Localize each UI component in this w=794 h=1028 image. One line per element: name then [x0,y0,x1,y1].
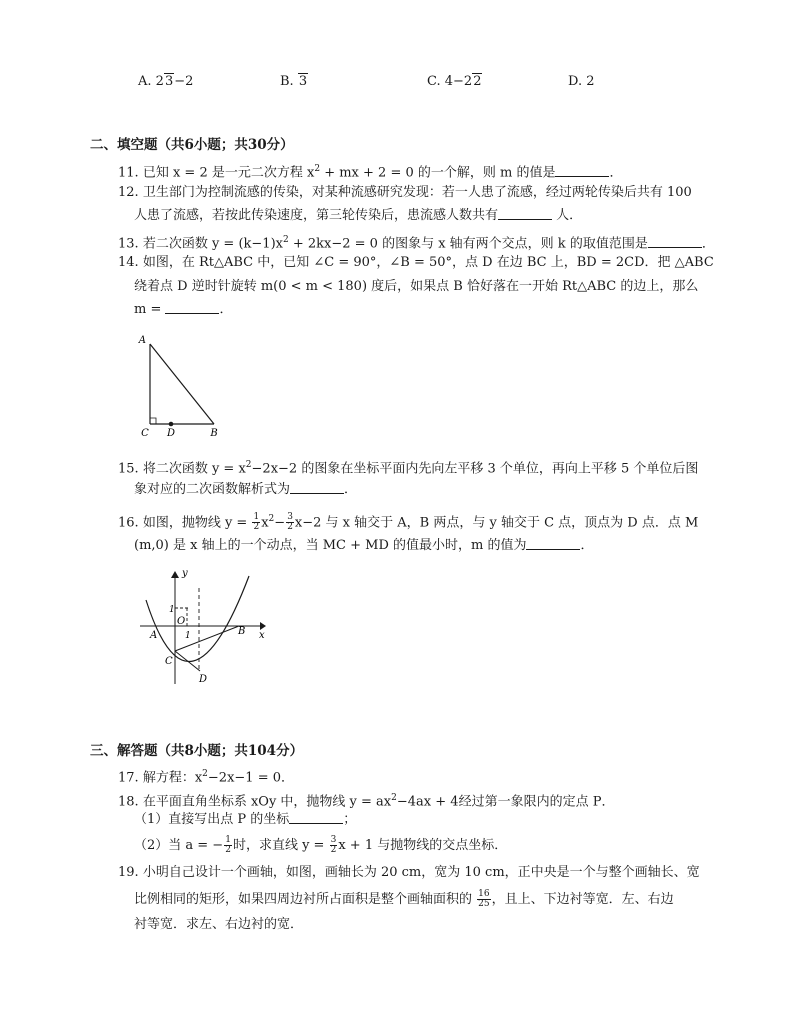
section-3-title: 三、解答题（共8小题；共104分） [90,743,304,759]
label-c: C [141,428,149,439]
option-d: D. 2 [568,74,595,89]
question-12: 12. 卫生部门为控制流感的传染，对某种流感研究发现：若一人患了流感，经过两轮传染后共有 100 [118,185,692,200]
question-19: 19. 小明自己设计一个画轴，如图，画轴长为 20 cm，宽为 10 cm，正中央是一个与整个画轴长、宽 [118,865,700,880]
question-19-line3: 衬等宽．求左、右边衬的宽． [134,917,304,932]
answer-blank[interactable] [555,164,609,177]
tick-label-x-1: 1 [185,631,191,641]
label-a: A [138,335,146,346]
triangle-figure [136,330,236,442]
section-2-title: 二、填空题（共6小题；共30分） [90,137,294,153]
parabola-figure [134,566,274,688]
question-14-line3: m = ． [134,302,233,317]
label-origin: O [177,616,186,627]
label-d: D [166,428,176,439]
question-18: 18. 在平面直角坐标系 xOy 中，抛物线 $y = ax^2-4ax + 4$经过第一象限内的定点 P． [118,793,615,810]
axis-label-x: x [259,630,265,641]
question-12-line2: 人患了流感，若按此传染速度，第三轮传染后，患流感人数共有 人． [134,208,583,223]
question-14: 14. 如图，在 Rt△ABC 中，已知 ∠C = 90°，∠B = 50°，点 D 在边 BC 上，BD = 2CD．把 △ABC [118,255,714,270]
answer-blank[interactable] [648,235,702,248]
question-18-part1: （1）直接写出点 P 的坐标 ； [134,812,357,827]
tick-label-y-1: 1 [169,605,175,615]
answer-blank[interactable] [526,537,580,550]
option-a: A. 23−2 [138,74,194,89]
label-c: C [165,656,173,667]
question-15: 15. 将二次函数 $y = x^2-2x-2$ 的图象在坐标平面内先向左平移 3 个单位，再向上平移 5 个单位后图 [118,460,699,477]
question-11: 11. 已知 x = 2 是一元二次方程 $x^2$ + mx + 2 = 0 的一个解，则 m 的值是 ． [118,164,623,181]
question-18-part2: （2）当 a = − $\frac{1}{2}$ 时，求直线 y = $\frac{3}{2}$ x + 1 与抛物线的交点坐标． [134,835,508,855]
label-b: B [238,626,246,637]
option-c: C. 4−22 [427,74,482,89]
label-d: D [199,674,208,685]
question-13: 13. 若二次函数 $y = (k-1)x^2 + 2kx-2 = 0$ 的图象与 x 轴有两个交点，则 k 的取值范围是 ． [118,235,715,252]
question-16: 16. 如图，抛物线 y = $\frac{1}{2}$ $x^2-$ $\frac{3}{2}$ x−2 与 x 轴交于 A，B 两点，与 y 轴交于 C 点，顶点为 D 点．点 M [118,512,699,533]
question-15-line2: 象对应的二次函数解析式为 ． [134,482,358,497]
question-14-line2: 绕着点 D 逆时针旋转 m(0 < m < 180) 度后，如果点 B 恰好落在一开始 Rt△ABC 的边上，那么 [134,279,699,294]
question-17: 17. 解方程：$x^2-2x-1 = 0$． [118,769,294,786]
answer-blank[interactable] [498,207,552,220]
option-b: B. 3 [280,74,308,89]
question-16-line2: (m,0) 是 x 轴上的一个动点，当 MC + MD 的值最小时，m 的值为 ． [134,538,594,553]
question-19-line2: 比例相同的矩形，如果四周边衬所占面积是整个画轴面积的 $\frac{16}{25}$ ，且上、下边衬等宽．左、右边 [134,889,674,909]
axis-label-y: y [182,568,188,579]
answer-blank[interactable] [289,811,343,824]
answer-blank[interactable] [165,301,219,314]
label-a: A [150,630,158,641]
label-b: B [210,428,218,439]
answer-blank[interactable] [290,481,344,494]
